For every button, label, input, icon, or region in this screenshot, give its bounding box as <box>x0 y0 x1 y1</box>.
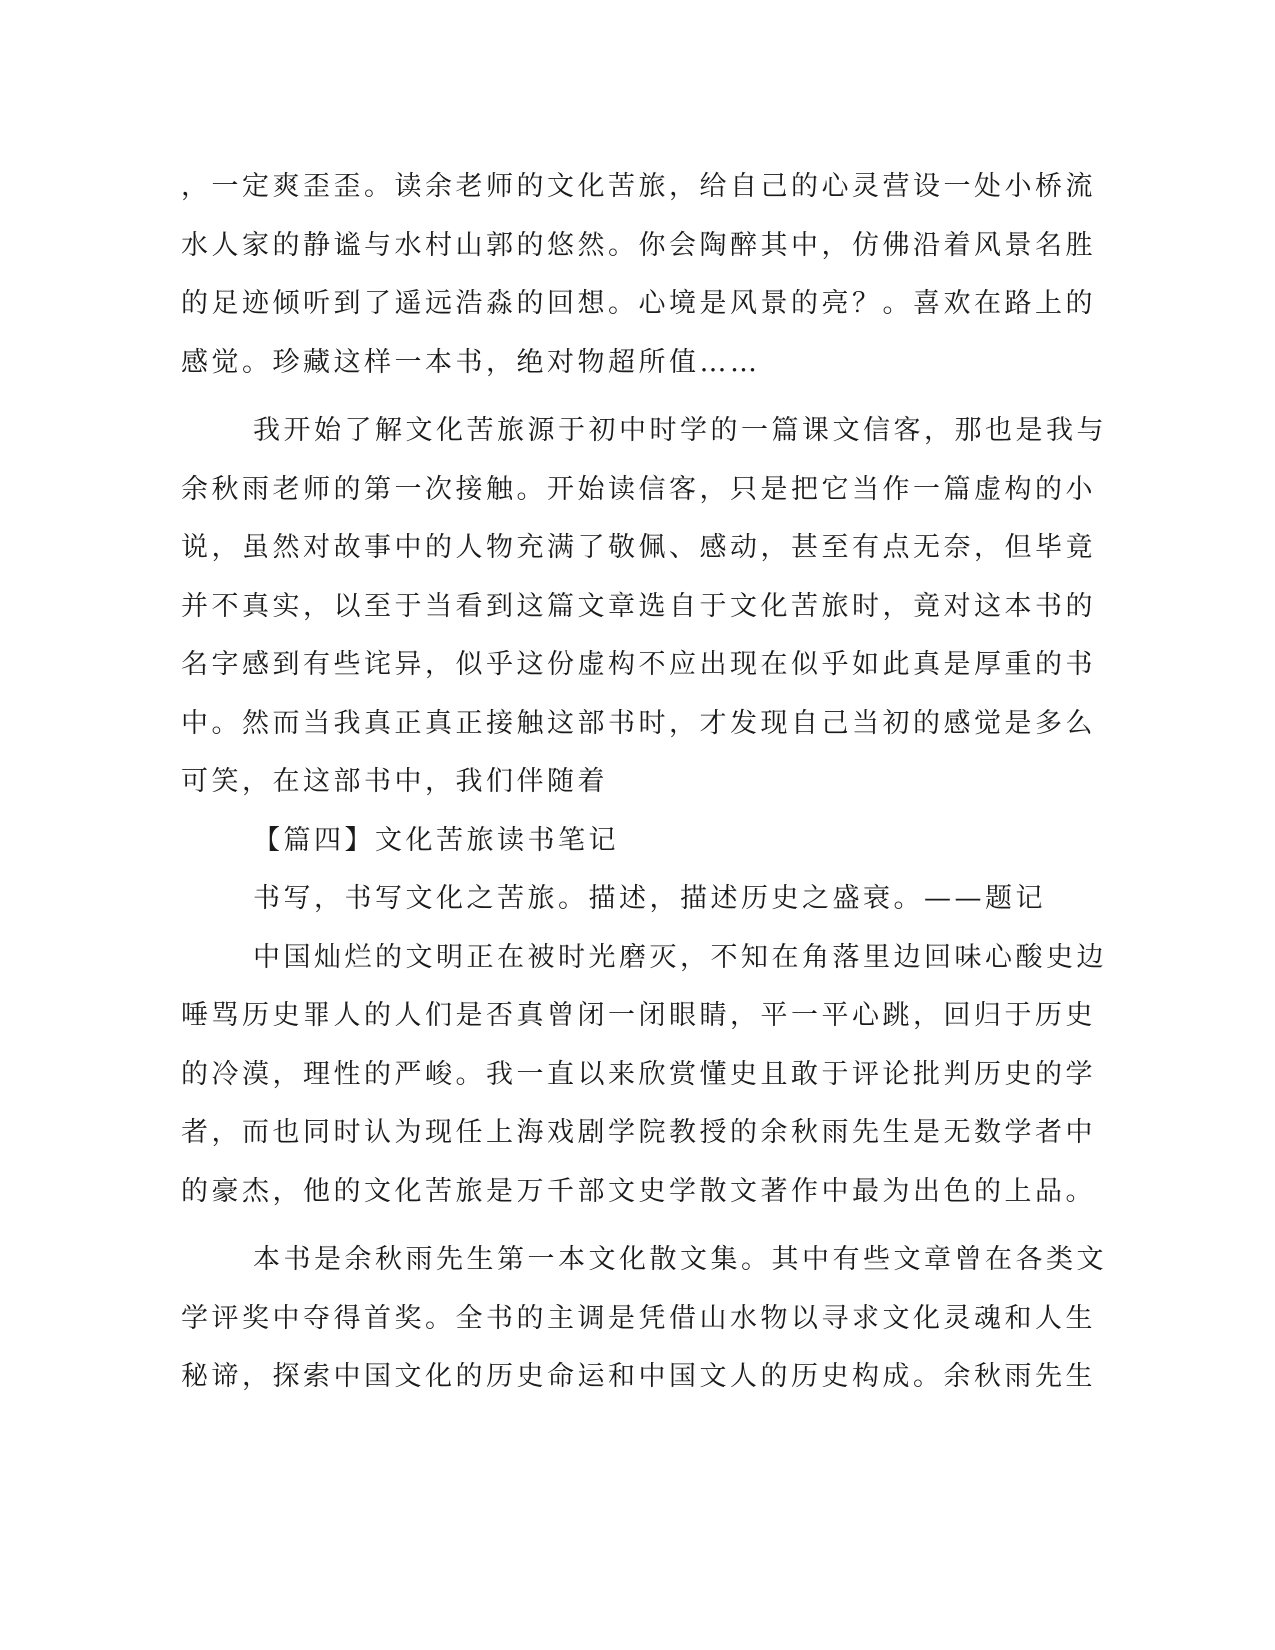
paragraph-book-intro <box>181 1231 1107 1407</box>
text-line: 者，而也同时认为现任上海戏剧学院教授的余秋雨先生是无数学者中 <box>181 1117 1096 1148</box>
text-line: 可笑，在这部书中，我们伴随着 <box>181 766 608 797</box>
text-line: 唾骂历史罪人的人们是否真曾闭一闭眼睛，平一平心跳，回归于历史 <box>181 1000 1096 1031</box>
paragraph-civilization <box>181 929 1107 1222</box>
paragraph-xinke <box>181 402 1107 812</box>
epigraph-text: 书写，书写文化之苦旅。描述，描述历史之盛衰。——题记 <box>253 883 1046 914</box>
text-line: 学评奖中夺得首奖。全书的主调是凭借山水物以寻求文化灵魂和人生 <box>181 1302 1096 1334</box>
text-line: 中国灿烂的文明正在被时光磨灭，不知在角落里边回味心酸史边 <box>253 941 1107 973</box>
text-line: 本书是余秋雨先生第一本文化散文集。其中有些文章曾在各类文 <box>253 1244 1107 1275</box>
text-line: 并不真实，以至于当看到这篇文章选自于文化苦旅时，竟对这本书的 <box>181 590 1096 622</box>
text-line: 我开始了解文化苦旅源于初中时学的一篇课文信客，那也是我与 <box>253 415 1107 446</box>
text-line: 的冷漠，理性的严峻。我一直以来欣赏懂史且敢于评论批判历史的学 <box>181 1058 1096 1090</box>
document-body <box>181 158 1107 1407</box>
text-line: 水人家的静谧与水村山郭的悠然。你会陶醉其中，仿佛沿着风景名胜 <box>181 229 1096 261</box>
text-line: 中。然而当我真正真正接触这部书时，才发现自己当初的感觉是多么 <box>181 707 1096 739</box>
epigraph <box>181 870 1046 929</box>
text-line: 秘谛，探索中国文化的历史命运和中国文人的历史构成。余秋雨先生 <box>181 1361 1096 1392</box>
paragraph-continuation <box>181 158 1096 392</box>
text-line: ，一定爽歪歪。读余老师的文化苦旅，给自己的心灵营设一处小桥流 <box>181 171 1096 202</box>
text-line: 的足迹倾听到了遥远浩淼的回想。心境是风景的亮？。喜欢在路上的 <box>181 288 1096 319</box>
text-line: 感觉。珍藏这样一本书，绝对物超所值…… <box>181 346 761 378</box>
text-line: 的豪杰，他的文化苦旅是万千部文史学散文著作中最为出色的上品。 <box>181 1175 1096 1207</box>
section-heading <box>181 812 1041 871</box>
text-line: 说，虽然对故事中的人物充满了敬佩、感动，甚至有点无奈，但毕竟 <box>181 532 1096 563</box>
text-line: 余秋雨老师的第一次接触。开始读信客，只是把它当作一篇虚构的小 <box>181 473 1096 505</box>
section-title: 【篇四】文化苦旅读书笔记 <box>253 824 619 856</box>
text-line: 名字感到有些诧异，似乎这份虚构不应出现在似乎如此真是厚重的书 <box>181 649 1096 680</box>
